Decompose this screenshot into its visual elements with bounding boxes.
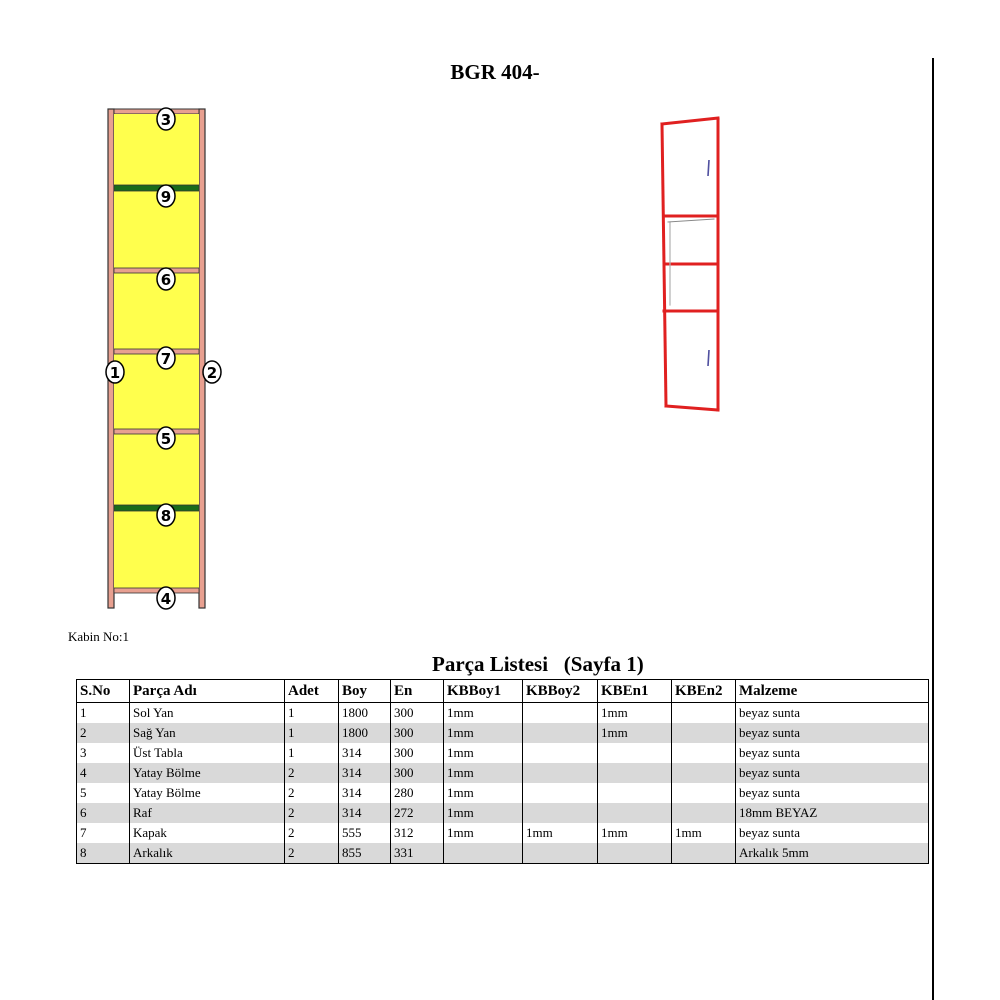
table-cell: Yatay Bölme <box>130 783 285 803</box>
table-cell: 6 <box>77 803 130 823</box>
table-cell: 1mm <box>444 723 523 743</box>
table-cell: 300 <box>391 763 444 783</box>
table-cell: 2 <box>285 763 339 783</box>
table-cell <box>523 703 598 724</box>
table-cell <box>523 783 598 803</box>
table-cell <box>598 763 672 783</box>
table-cell: 2 <box>285 843 339 864</box>
column-header: KBEn1 <box>598 680 672 703</box>
table-cell <box>598 843 672 864</box>
table-cell: 1 <box>77 703 130 724</box>
table-cell: 1 <box>285 723 339 743</box>
column-header: Adet <box>285 680 339 703</box>
table-cell: 312 <box>391 823 444 843</box>
table-cell: 2 <box>285 783 339 803</box>
page-title: BGR 404- <box>450 60 540 84</box>
table-cell: beyaz sunta <box>736 743 929 763</box>
part-number-7 <box>157 347 175 369</box>
table-cell: 314 <box>339 743 391 763</box>
horizontal-divider <box>114 429 199 434</box>
column-header: Parça Adı <box>130 680 285 703</box>
part-number-8 <box>157 504 175 526</box>
table-cell: 1mm <box>444 703 523 724</box>
table-cell: 855 <box>339 843 391 864</box>
table-row <box>77 823 929 843</box>
table-cell: Kapak <box>130 823 285 843</box>
table-cell <box>672 803 736 823</box>
table-cell: beyaz sunta <box>736 723 929 743</box>
shelf-divider <box>114 505 199 511</box>
table-cell: beyaz sunta <box>736 703 929 724</box>
column-header: S.No <box>77 680 130 703</box>
table-cell: 1mm <box>444 743 523 763</box>
column-header: KBEn2 <box>672 680 736 703</box>
table-cell: 555 <box>339 823 391 843</box>
table-cell: beyaz sunta <box>736 823 929 843</box>
svg-text:9: 9 <box>160 188 172 206</box>
table-cell: Arkalık <box>130 843 285 864</box>
svg-text:3: 3 <box>160 111 172 129</box>
svg-text:6: 6 <box>160 271 172 289</box>
table-cell: 5 <box>77 783 130 803</box>
table-cell: 1mm <box>444 783 523 803</box>
table-cell <box>672 843 736 864</box>
svg-text:4: 4 <box>160 590 172 608</box>
table-cell <box>672 703 736 724</box>
table-cell <box>672 743 736 763</box>
table-cell: 314 <box>339 763 391 783</box>
table-header-row <box>77 680 929 703</box>
table-row <box>77 783 929 803</box>
parts-table <box>76 679 929 864</box>
table-cell <box>523 803 598 823</box>
table-cell: 18mm BEYAZ <box>736 803 929 823</box>
table-cell: 300 <box>391 743 444 763</box>
table-cell: 2 <box>285 823 339 843</box>
column-header: Boy <box>339 680 391 703</box>
table-cell <box>672 723 736 743</box>
table-cell: 1800 <box>339 723 391 743</box>
table-cell: 1 <box>285 743 339 763</box>
top-board <box>114 109 199 114</box>
part-number-1 <box>106 361 124 383</box>
table-row <box>77 703 929 724</box>
table-row <box>77 723 929 743</box>
part-number-2 <box>203 361 221 383</box>
horizontal-divider <box>114 268 199 273</box>
table-cell: 1 <box>285 703 339 724</box>
table-cell: 300 <box>391 723 444 743</box>
table-cell: Sağ Yan <box>130 723 285 743</box>
svg-text:5: 5 <box>160 430 172 448</box>
table-cell: 300 <box>391 703 444 724</box>
table-cell: 1mm <box>598 723 672 743</box>
svg-text:1: 1 <box>109 364 121 382</box>
table-cell: 2 <box>285 803 339 823</box>
table-cell: 1mm <box>672 823 736 843</box>
table-cell <box>598 803 672 823</box>
part-number-4 <box>157 587 175 609</box>
table-cell: 1mm <box>598 823 672 843</box>
table-cell: 314 <box>339 783 391 803</box>
table-cell <box>598 743 672 763</box>
part-number-9 <box>157 185 175 207</box>
table-row <box>77 803 929 823</box>
svg-text:7: 7 <box>160 350 172 368</box>
table-cell: beyaz sunta <box>736 783 929 803</box>
column-header: Malzeme <box>736 680 929 703</box>
left-side-panel <box>108 109 114 608</box>
right-side-panel <box>199 109 205 608</box>
table-cell: 314 <box>339 803 391 823</box>
table-cell: 1mm <box>598 703 672 724</box>
shelf-divider <box>114 185 199 191</box>
table-cell: Üst Tabla <box>130 743 285 763</box>
table-cell: 3 <box>77 743 130 763</box>
svg-text:2: 2 <box>206 364 218 382</box>
table-cell: Raf <box>130 803 285 823</box>
table-cell: Sol Yan <box>130 703 285 724</box>
table-cell <box>523 743 598 763</box>
horizontal-divider <box>114 349 199 354</box>
front-elevation <box>106 108 221 609</box>
part-number-5 <box>157 427 175 449</box>
bottom-divider <box>114 588 199 593</box>
table-cell: Yatay Bölme <box>130 763 285 783</box>
table-cell <box>523 763 598 783</box>
door-handle-icon <box>708 160 709 176</box>
door-handle-icon <box>708 350 709 366</box>
table-cell <box>523 843 598 864</box>
part-number-6 <box>157 268 175 290</box>
table-cell: 4 <box>77 763 130 783</box>
table-cell: 1800 <box>339 703 391 724</box>
cabinet-number-label: Kabin No:1 <box>68 629 130 644</box>
table-cell <box>672 763 736 783</box>
column-header: KBBoy2 <box>523 680 598 703</box>
table-cell: 331 <box>391 843 444 864</box>
table-cell: 7 <box>77 823 130 843</box>
table-cell <box>444 843 523 864</box>
column-header: KBBoy1 <box>444 680 523 703</box>
table-cell: 280 <box>391 783 444 803</box>
table-cell <box>598 783 672 803</box>
table-row <box>77 743 929 763</box>
table-cell: Arkalık 5mm <box>736 843 929 864</box>
table-cell: 1mm <box>444 803 523 823</box>
column-header: En <box>391 680 444 703</box>
table-row <box>77 763 929 783</box>
table-cell: 1mm <box>444 763 523 783</box>
parts-list-title: Parça Listesi (Sayfa 1) <box>432 652 644 676</box>
svg-text:8: 8 <box>160 507 172 525</box>
table-cell: 2 <box>77 723 130 743</box>
table-cell: 1mm <box>444 823 523 843</box>
part-number-3 <box>157 108 175 130</box>
table-cell <box>523 723 598 743</box>
table-cell <box>672 783 736 803</box>
table-row <box>77 843 929 864</box>
table-cell: 1mm <box>523 823 598 843</box>
table-cell: 8 <box>77 843 130 864</box>
table-cell: beyaz sunta <box>736 763 929 783</box>
table-cell: 272 <box>391 803 444 823</box>
